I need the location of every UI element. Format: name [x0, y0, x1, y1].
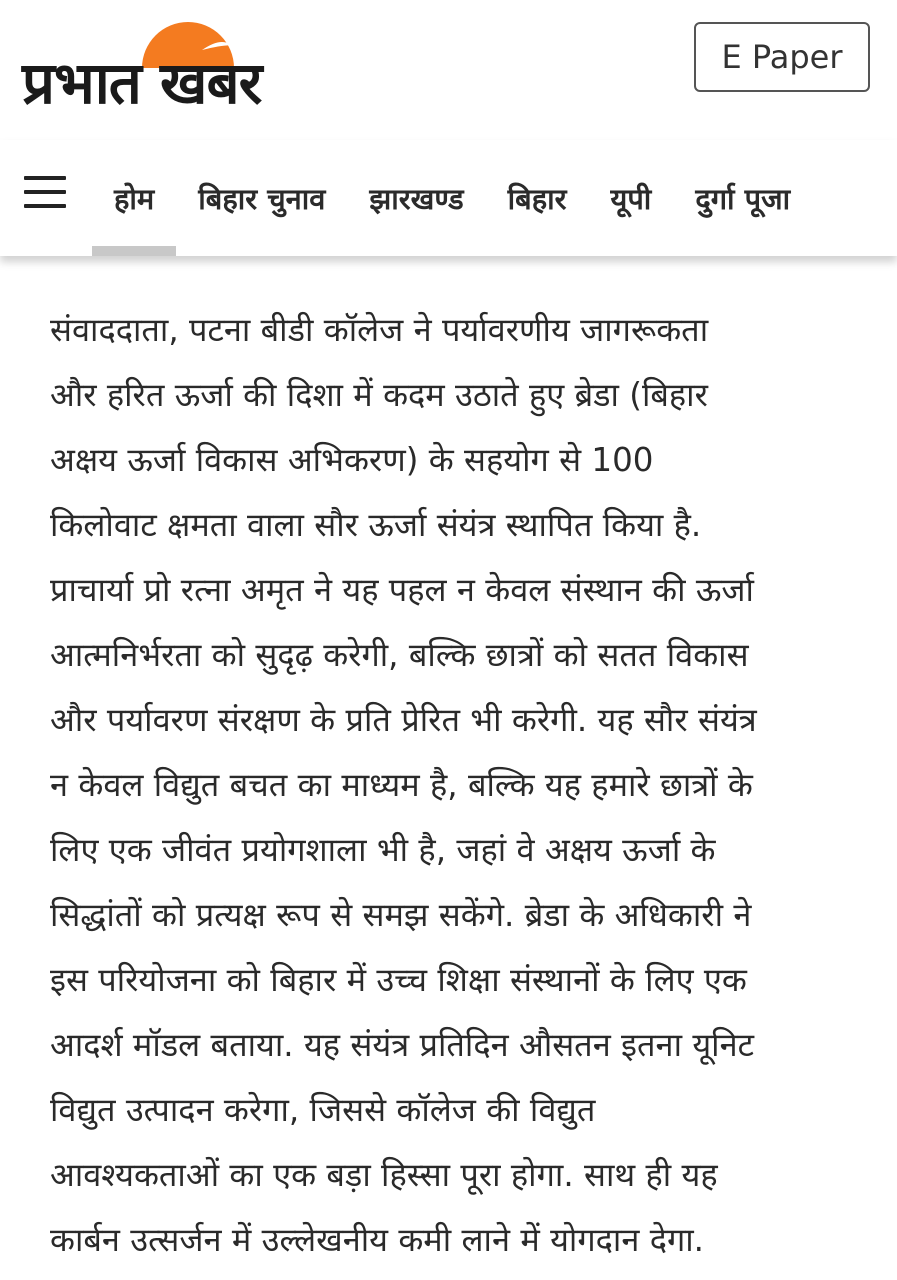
nav-item-durga-puja[interactable]: दुर्गा पूजा	[695, 181, 791, 216]
article-line: लिए एक जीवंत प्रयोगशाला भी है, जहां वे अक्षय ऊर्जा के	[50, 831, 716, 869]
site-header	[0, 0, 897, 140]
epaper-button[interactable]: E Paper	[694, 22, 870, 92]
article-line: आदर्श मॉडल बताया. यह संयंत्र प्रतिदिन औसतन इतना यूनिट	[50, 1026, 755, 1064]
article-line: विद्युत उत्पादन करेगा, जिससे कॉलेज की विद्युत	[50, 1091, 596, 1129]
article-line: प्राचार्या प्रो रत्ना अमृत ने यह पहल न केवल संस्थान की ऊर्जा	[50, 571, 754, 609]
article-line: और हरित ऊर्जा की दिशा में कदम उठाते हुए ब्रेडा (बिहार	[50, 376, 708, 414]
nav-item-jharkhand[interactable]: झारखण्ड	[369, 181, 464, 216]
article-line: और पर्यावरण संरक्षण के प्रति प्रेरित भी करेगी. यह सौर संयंत्र	[50, 701, 757, 739]
article-line: कार्बन उत्सर्जन में उल्लेखनीय कमी लाने में योगदान देगा.	[50, 1221, 704, 1259]
article-line: किलोवाट क्षमता वाला सौर ऊर्जा संयंत्र स्थापित किया है.	[50, 506, 702, 544]
article-body	[50, 298, 855, 1273]
nav-item-bihar-election[interactable]: बिहार चुनाव	[198, 181, 326, 216]
nav-items	[92, 140, 812, 256]
logo-wordmark: प्रभात खबर	[22, 49, 262, 117]
article-line: अक्षय ऊर्जा विकास अभिकरण) के सहयोग से 100	[50, 441, 654, 479]
nav-item-home[interactable]: होम	[92, 140, 176, 256]
hamburger-menu-icon[interactable]	[24, 176, 66, 208]
article-line: सिद्धांतों को प्रत्यक्ष रूप से समझ सकेंगे. ब्रेडा के अधिकारी ने	[50, 896, 752, 934]
site-logo[interactable]	[22, 18, 352, 118]
article-line: इस परियोजना को बिहार में उच्च शिक्षा संस्थानों के लिए एक	[50, 961, 747, 999]
main-navbar	[0, 140, 897, 256]
nav-item-up[interactable]: यूपी	[610, 181, 652, 216]
nav-item-bihar[interactable]: बिहार	[507, 181, 567, 216]
article-line: न केवल विद्युत बचत का माध्यम है, बल्कि यह हमारे छात्रों के	[50, 766, 753, 804]
article-line: संवाददाता, पटना बीडी कॉलेज ने पर्यावरणीय जागरूकता	[50, 311, 709, 349]
article-line: आवश्यकताओं का एक बड़ा हिस्सा पूरा होगा. साथ ही यह	[50, 1156, 718, 1194]
nav-scroll-fade	[827, 140, 897, 256]
article-line: आत्मनिर्भरता को सुदृढ़ करेगी, बल्कि छात्रों को सतत विकास	[50, 636, 749, 674]
